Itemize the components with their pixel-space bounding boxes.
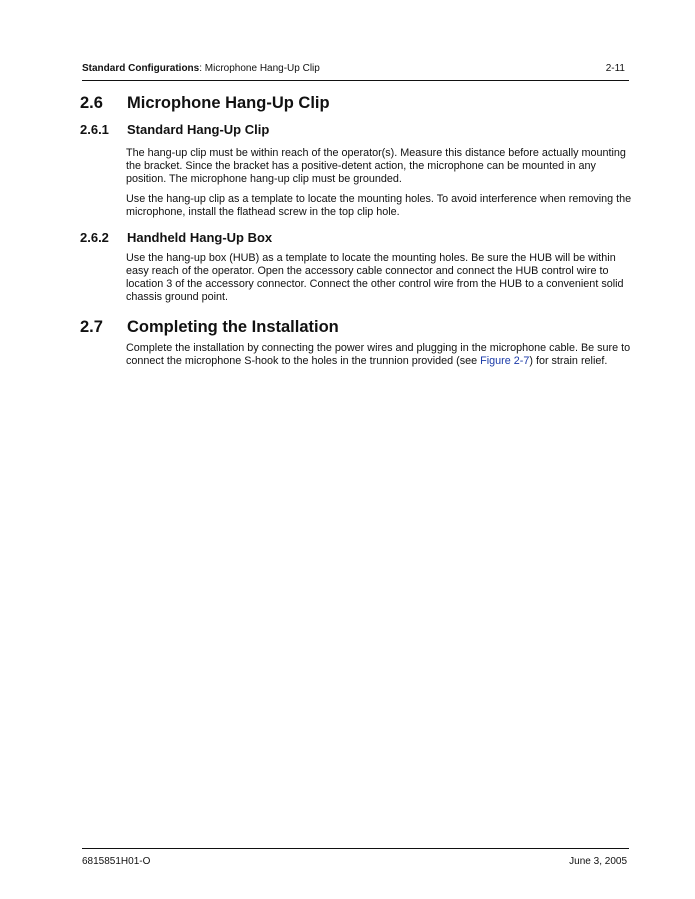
heading-2-6-2-title: Handheld Hang-Up Box bbox=[127, 230, 273, 245]
header-section-rest: : Microphone Hang-Up Clip bbox=[199, 63, 320, 74]
footer-date: June 3, 2005 bbox=[569, 856, 627, 867]
heading-2-6-number: 2.6 bbox=[80, 94, 103, 112]
heading-2-7-number: 2.7 bbox=[80, 318, 103, 336]
heading-2-6-1-title: Standard Hang-Up Clip bbox=[127, 122, 270, 137]
paragraph-2-7-text-after: ) for strain relief. bbox=[529, 355, 608, 367]
paragraph-2-6-2: Use the hang-up box (HUB) as a template to locate the mounting holes. Be sure the HUB will be within easy reach of the operator. Open the accessory cable connector and connect the HUB control wire to location 3 of the accessory connector. Connect the other control wire from the HUB to a convenient solid chassis ground point. bbox=[126, 252, 624, 303]
heading-2-7 bbox=[80, 316, 632, 338]
heading-2-6-2 bbox=[80, 229, 632, 247]
heading-2-6-1-number: 2.6.1 bbox=[80, 122, 109, 137]
figure-2-7-link[interactable]: Figure 2-7 bbox=[480, 355, 530, 367]
paragraph-2-6-1-b: Use the hang-up clip as a template to locate the mounting holes. To avoid interference when removing the microphone, install the flathead screw in the top clip hole. bbox=[126, 193, 632, 218]
header-section-bold: Standard Configurations bbox=[82, 63, 200, 74]
heading-2-7-title: Completing the Installation bbox=[127, 318, 339, 336]
paragraph-2-7-text-before: Complete the installation by connecting the power wires and plugging in the microphone cable. Be sure to connect the microphone S-hook to the holes in the trunnion provided (see bbox=[126, 342, 631, 367]
heading-2-6-1 bbox=[80, 121, 632, 139]
heading-2-6-title: Microphone Hang-Up Clip bbox=[127, 94, 330, 112]
running-header bbox=[82, 62, 627, 78]
paragraph-2-7 bbox=[126, 342, 632, 368]
footer-rule bbox=[82, 848, 629, 849]
header-section-title bbox=[82, 62, 320, 76]
header-page-number: 2-11 bbox=[605, 63, 625, 74]
footer-doc-number: 6815851H01-O bbox=[82, 856, 151, 867]
header-rule bbox=[82, 80, 629, 81]
main-content bbox=[80, 92, 632, 368]
heading-2-6-2-number: 2.6.2 bbox=[80, 230, 109, 245]
paragraph-2-6-1-a: The hang-up clip must be within reach of the operator(s). Measure this distance before actually mounting the bracket. Since the bracket has a positive-detent action, the microphone can be mounted in any position. The microphone hang-up clip must be grounded. bbox=[126, 147, 626, 185]
heading-2-6 bbox=[80, 92, 632, 114]
